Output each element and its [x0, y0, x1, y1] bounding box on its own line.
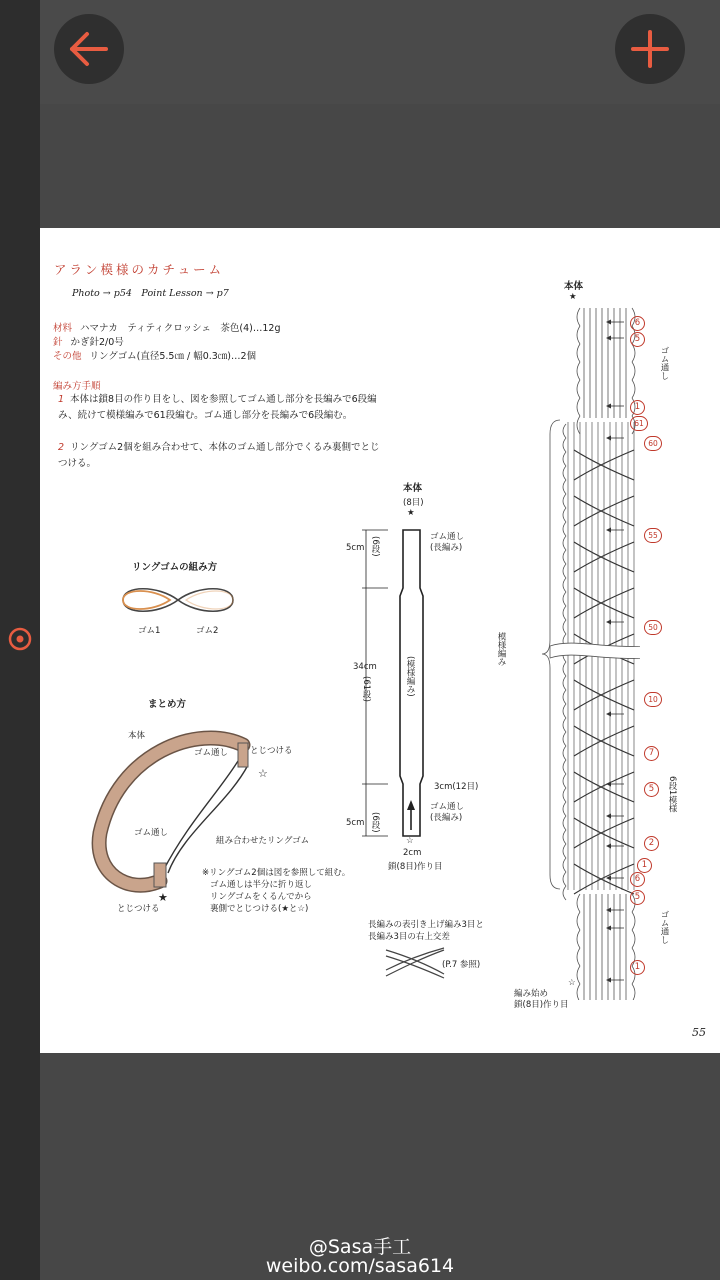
arrow-left-icon	[54, 14, 124, 84]
assembly-body-label: 本体	[128, 731, 146, 741]
row-marker: 5	[630, 890, 645, 905]
photo-reference: Photo → p54 Point Lesson → p7	[72, 288, 229, 299]
chart-start-label-2: 鎖(8目)作り目	[514, 1000, 569, 1010]
chart-top-star: ★	[569, 292, 577, 302]
row-marker: 5	[644, 782, 659, 797]
svg-text:★: ★	[158, 891, 168, 904]
ring-diagram	[118, 580, 248, 620]
row-marker: 50	[644, 620, 662, 635]
ring-label-1: ゴム1	[138, 626, 161, 636]
chart-side-top: ゴム通し	[659, 346, 669, 380]
row-marker: 10	[644, 692, 662, 707]
dim-bot-rows: (6段)	[370, 812, 380, 833]
assembly-note-3: リングゴムをくるんでから	[210, 892, 312, 902]
watermark-line-1: @Sasa手工	[308, 1236, 412, 1258]
cross-reference: (P.7 参照)	[442, 960, 481, 970]
row-marker: 1	[630, 960, 645, 975]
assembly-note-2: ゴム通しは半分に折り返し	[210, 880, 313, 890]
schematic-pattern-label: (模様編み)	[405, 656, 415, 697]
dim-top: 5cm	[346, 543, 365, 553]
other-label: その他	[53, 351, 82, 362]
chart-bottom-star: ☆	[568, 978, 576, 988]
chart-side-repeat: 6段1模様	[667, 776, 677, 813]
materials-text: ハマナカ ティティクロッシェ 茶色(4)…12g	[80, 323, 281, 334]
step-number: 1	[58, 394, 65, 405]
dim-mid-rows: (61段)	[361, 676, 371, 702]
schematic-gomu-label: ゴム通し	[430, 532, 465, 542]
schematic-top-star: ★	[407, 508, 415, 518]
schematic-heading: 本体	[403, 483, 423, 494]
step-number: 2	[58, 442, 65, 453]
assembly-gomu-top-label: ゴム通し	[194, 748, 229, 758]
assembly-toji-top-label: とじつける	[250, 746, 293, 756]
schematic-bottom-width: 2cm	[403, 848, 422, 858]
step-text: リングゴム2個を組み合わせて、本体のゴム通し部分でくるみ裏側でとじつける。	[58, 442, 380, 469]
page-number: 55	[692, 1026, 706, 1039]
schematic-bottom-star: ☆	[406, 836, 414, 846]
assembly-toji-bottom-label: とじつける	[117, 904, 160, 914]
schematic-gomu-label-2: ゴム通し	[430, 802, 465, 812]
chart-side-bottom: ゴム通し	[659, 910, 669, 944]
materials-label: 材料	[53, 323, 73, 334]
crochet-chart	[510, 300, 640, 1000]
assembly-note-1: ※リングゴム2個は図を参照して組む。	[202, 868, 351, 878]
cross-note-2: 長編み3目の右上交差	[368, 932, 450, 942]
row-marker: 7	[644, 746, 659, 761]
document-page[interactable]	[40, 228, 720, 1053]
schematic-top-count: (8目)	[403, 498, 424, 508]
assembly-gomu-bottom-label: ゴム通し	[134, 828, 169, 838]
materials-row	[53, 320, 281, 334]
needle-row	[53, 334, 124, 348]
dim-mid: 34cm	[353, 662, 377, 672]
chart-start-label-1: 編み始め	[514, 989, 549, 999]
cross-note-1: 長編みの表引き上げ編み3目と	[368, 920, 484, 930]
schematic-bottom-chain: 鎖(8目)作り目	[388, 862, 443, 872]
cross-stitch-symbol	[382, 946, 450, 980]
row-marker: 1	[637, 858, 652, 873]
assembly-note-4: 裏側でとじつける(★と☆)	[210, 904, 309, 914]
needle-label: 針	[53, 337, 63, 348]
viewer-background	[40, 104, 720, 228]
row-marker: 6	[630, 872, 645, 887]
dim-top-rows: (6段)	[370, 536, 380, 557]
assembly-combined-label: 組み合わせたリングゴム	[216, 836, 310, 846]
add-button[interactable]	[615, 14, 685, 84]
schematic-gomu-label-2b: (長編み)	[430, 813, 463, 823]
row-marker: 60	[644, 436, 662, 451]
page-title: アラン模様のカチューム	[54, 262, 225, 277]
row-marker: 1	[630, 400, 645, 415]
watermark-line-2: weibo.com/sasa614	[265, 1255, 455, 1277]
target-icon[interactable]	[7, 626, 33, 652]
plus-icon	[615, 14, 685, 84]
assembly-heading: まとめ方	[148, 699, 187, 710]
needle-text: かぎ針2/0号	[70, 337, 124, 348]
svg-text:☆: ☆	[258, 767, 268, 780]
row-marker: 55	[644, 528, 662, 543]
ring-label-2: ゴム2	[196, 626, 219, 636]
step-text: 本体は鎖8目の作り目をし、図を参照してゴム通し部分を長編みで6段編み、続けて模様編みで61段編む。ゴム通し部分を長編みで6段編む。	[58, 394, 377, 421]
chart-side-mid: 模様編み	[496, 632, 506, 666]
schematic-gomu-label-b: (長編み)	[430, 543, 463, 553]
row-marker: 5	[630, 332, 645, 347]
other-row	[53, 348, 256, 362]
ring-heading: リングゴムの組み方	[132, 562, 218, 573]
steps-heading: 編み方手順	[53, 381, 101, 392]
row-marker: 6	[630, 316, 645, 331]
row-marker: 61	[630, 416, 648, 431]
step-2	[58, 440, 388, 472]
schematic-width: 3cm(12目)	[434, 782, 479, 792]
chart-heading: 本体	[564, 281, 584, 292]
back-button[interactable]	[54, 14, 124, 84]
dim-bot: 5cm	[346, 818, 365, 828]
row-marker: 2	[644, 836, 659, 851]
step-1	[58, 392, 388, 424]
left-rail	[0, 0, 40, 1280]
other-text: リングゴム(直径5.5㎝ / 幅0.3㎝)…2個	[89, 351, 257, 362]
